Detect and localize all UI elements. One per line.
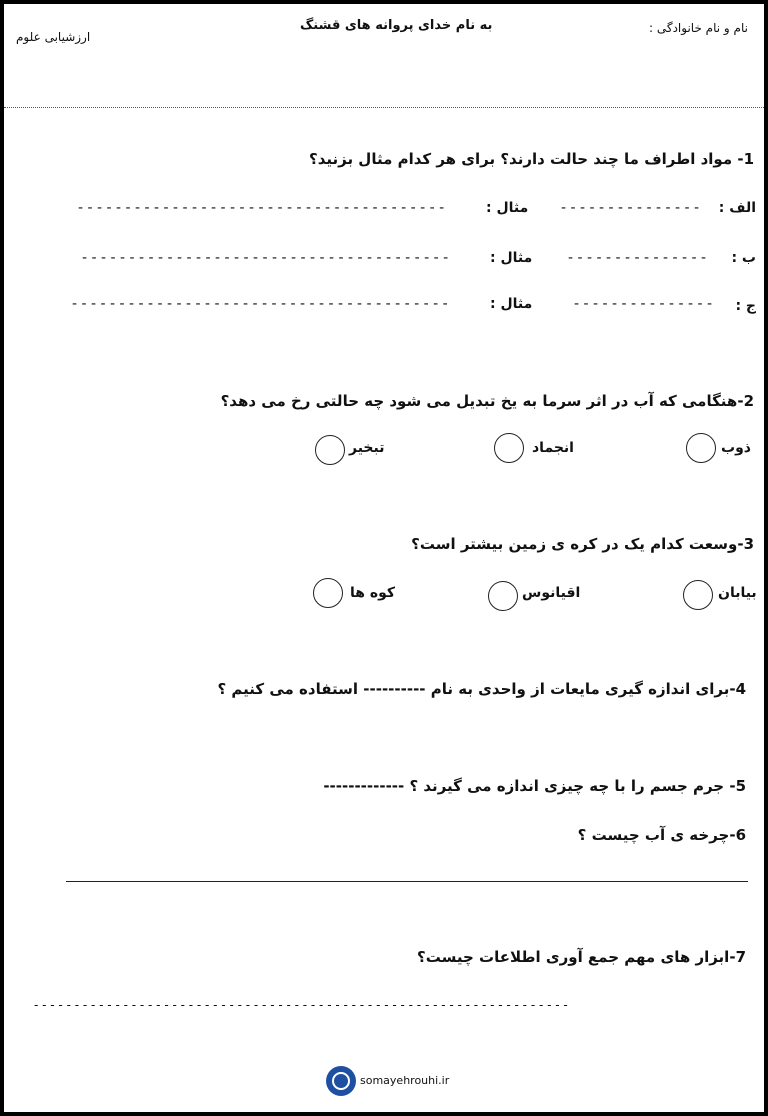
q1-row-a-label: الف : bbox=[718, 200, 756, 216]
q2-option-melting-radio[interactable] bbox=[686, 433, 716, 463]
question-4: 4-برای اندازه گیری مایعات از واحدی به نام ---------- استفاده می کنیم ؟ bbox=[217, 680, 746, 698]
q1-row-c-example-blank[interactable]: - - - - - - - - - - - - - - - - - - - - - - - - - - - - - - - - - - - - - - - - bbox=[72, 296, 448, 312]
q2-option-freezing-label: انجماد bbox=[532, 440, 574, 456]
question-2: 2-هنگامی که آب در اثر سرما به یخ تبدیل می شود چه حالتی رخ می دهد؟ bbox=[220, 392, 754, 410]
q2-option-evaporation-radio[interactable] bbox=[315, 435, 345, 465]
question-5: 5- جرم جسم را با چه چیزی اندازه می گیرند ؟ ------------- bbox=[323, 777, 746, 795]
q1-row-c-example-label: مثال : bbox=[490, 296, 533, 312]
footer-site-url[interactable]: somayehrouhi.ir bbox=[360, 1074, 450, 1087]
q3-option-desert-label: بیابان bbox=[718, 585, 757, 601]
q2-option-freezing-radio[interactable] bbox=[494, 433, 524, 463]
q1-row-a-example-label: مثال : bbox=[486, 200, 529, 216]
q3-option-mountains-label: کوه ها bbox=[350, 585, 396, 601]
q6-answer-line[interactable] bbox=[66, 881, 748, 882]
site-logo-icon bbox=[326, 1066, 356, 1096]
worksheet-page bbox=[4, 4, 764, 1112]
q1-row-c-blank[interactable]: - - - - - - - - - - - - - - - bbox=[574, 296, 713, 312]
q2-option-evaporation-label: تبخیر bbox=[349, 440, 385, 456]
q7-answer-blank[interactable]: - - - - - - - - - - - - - - - - - - - - - - - - - - - - - - - - - - - - - - - - - - - - - - - - - - - - - - - - - - - - - - - - - - bbox=[34, 998, 568, 1012]
q1-row-c-label: ج : bbox=[735, 298, 756, 314]
q2-option-melting-label: ذوب bbox=[721, 440, 751, 456]
q1-row-b-example-blank[interactable]: - - - - - - - - - - - - - - - - - - - - - - - - - - - - - - - - - - - - - - - bbox=[82, 250, 449, 266]
student-name-label: نام و نام خانوادگی : bbox=[649, 21, 748, 35]
subject-label: ارزشیابی علوم bbox=[16, 30, 91, 44]
page-title: به نام خدای پروانه های قشنگ bbox=[300, 18, 493, 33]
q3-option-desert-radio[interactable] bbox=[683, 580, 713, 610]
question-1: 1- مواد اطراف ما چند حالت دارند؟ برای هر کدام مثال بزنید؟ bbox=[309, 150, 754, 168]
q1-row-b-blank[interactable]: - - - - - - - - - - - - - - - bbox=[568, 250, 707, 266]
q3-option-mountains-radio[interactable] bbox=[313, 578, 343, 608]
q1-row-b-label: ب : bbox=[731, 250, 756, 266]
q1-row-b-example-label: مثال : bbox=[490, 250, 533, 266]
q3-option-ocean-label: اقیانوس bbox=[522, 585, 581, 601]
q1-row-a-example-blank[interactable]: - - - - - - - - - - - - - - - - - - - - - - - - - - - - - - - - - - - - - - - bbox=[78, 200, 445, 216]
question-3: 3-وسعت کدام یک در کره ی زمین بیشتر است؟ bbox=[411, 535, 754, 553]
q3-option-ocean-radio[interactable] bbox=[488, 581, 518, 611]
q1-row-a-blank[interactable]: - - - - - - - - - - - - - - - bbox=[561, 200, 700, 216]
header-divider bbox=[4, 107, 764, 108]
question-6: 6-چرخه ی آب چیست ؟ bbox=[577, 826, 746, 844]
question-7: 7-ابزار های مهم جمع آوری اطلاعات چیست؟ bbox=[417, 948, 746, 966]
